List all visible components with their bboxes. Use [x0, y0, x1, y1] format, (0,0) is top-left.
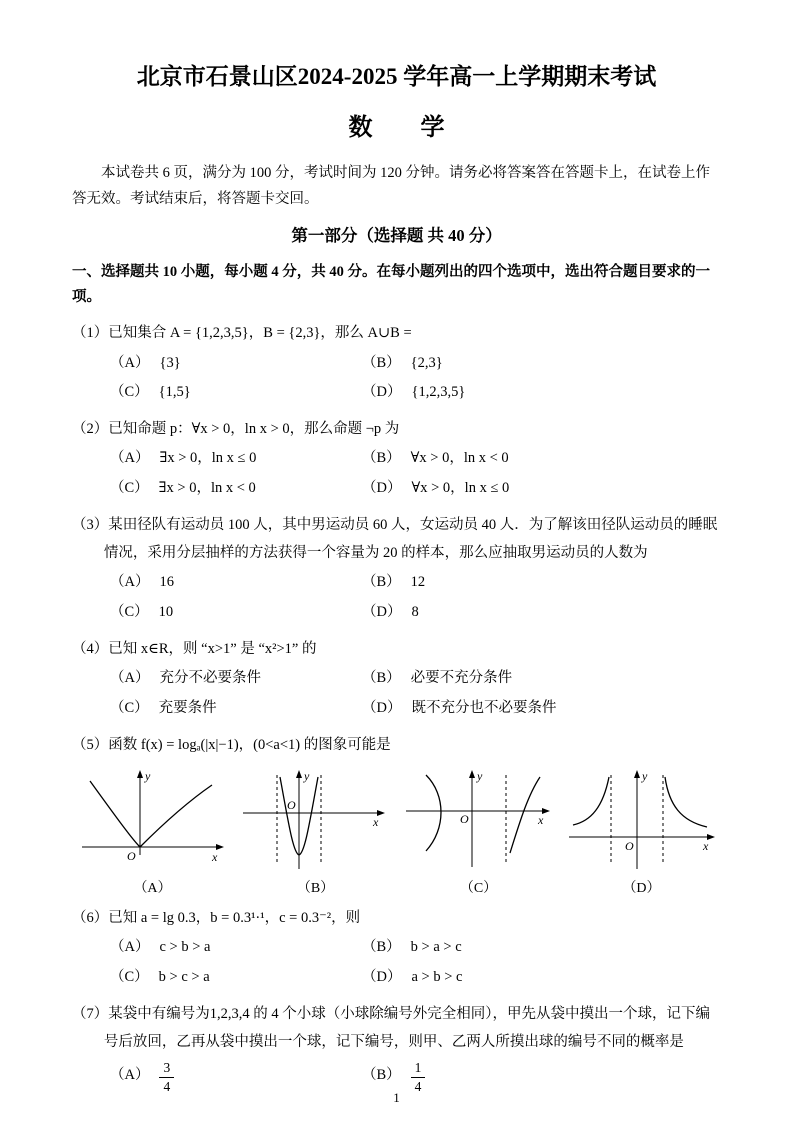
question-1-option-c [110, 378, 362, 408]
origin-label: O [460, 811, 469, 826]
option-text: 必要不充分条件 [410, 670, 513, 687]
graph-panel-a [74, 765, 231, 897]
option-text: {3} [159, 354, 181, 371]
option-label: （B） [362, 1067, 401, 1084]
graph-panel-c [400, 765, 557, 897]
question-7 [72, 1000, 721, 1096]
question-5-graphs [74, 765, 721, 897]
question-4-option-a [110, 664, 362, 694]
graph-a-caption: （A） [133, 880, 172, 896]
graph-b-caption: （B） [296, 880, 335, 896]
question-3-option-b [362, 568, 721, 598]
question-4 [72, 635, 721, 724]
option-label: （C） [110, 699, 149, 716]
option-text: a > b > c [411, 968, 463, 985]
fraction-denominator: 4 [163, 1078, 171, 1094]
option-text: 16 [159, 574, 174, 591]
question-6 [72, 904, 721, 993]
fraction-numerator: 3 [159, 1059, 174, 1078]
y-axis-arrow-icon [296, 770, 302, 778]
question-1-option-d [362, 378, 721, 408]
option-text: ∀x > 0，ln x ≤ 0 [411, 480, 510, 497]
question-3-option-d [362, 598, 721, 628]
y-axis-arrow-icon [634, 770, 640, 778]
option-text: c > b > a [159, 939, 211, 956]
y-axis-label: y [145, 768, 151, 783]
option-label: （A） [110, 574, 150, 591]
graph-d-caption: （D） [622, 880, 661, 896]
y-axis-label: y [477, 768, 483, 783]
question-1-stem: （1）已知集合 A = {1,2,3,5}，B = {2,3}，那么 A∪B = [72, 325, 412, 342]
option-label: （C） [110, 384, 149, 401]
option-text: {1,2,3,5} [411, 384, 466, 401]
option-label: （B） [362, 574, 401, 591]
curve-left-branch [426, 775, 441, 851]
graph-panel-b [237, 765, 394, 897]
function-graph-c [400, 765, 557, 875]
question-4-options [72, 664, 721, 723]
option-label: （B） [362, 939, 401, 956]
x-axis-label: x [538, 812, 544, 827]
question-7-stem: （7）某袋中有编号为1,2,3,4 的 4 个小球（小球除编号外完全相同），甲先从袋中摸出一个球，记下编号后放回，乙再从袋中摸出一个球，记下编号，则甲、乙两人所摸出球的编号不同的概率是 [72, 1005, 710, 1050]
origin-label: O [127, 848, 136, 863]
question-1-option-a [110, 349, 362, 379]
question-2-stem: （2）已知命题 p：∀x > 0，ln x > 0，那么命题 ¬p 为 [72, 421, 400, 438]
curve-left-branch [573, 777, 609, 825]
question-3-option-a [110, 568, 362, 598]
question-4-option-d [362, 694, 721, 724]
question-5 [72, 731, 721, 897]
question-1 [72, 319, 721, 408]
option-text: ∃x > 0，ln x ≤ 0 [159, 450, 257, 467]
curve-left-branch [90, 781, 140, 847]
option-label: （A） [110, 450, 150, 467]
option-label: （C） [110, 480, 149, 497]
option-text: {1,5} [158, 384, 191, 401]
question-6-option-b [362, 933, 721, 963]
question-2-option-c [110, 474, 362, 504]
question-6-option-d [362, 963, 721, 993]
question-3 [72, 511, 721, 628]
section-title: 第一部分（选择题 共 40 分） [291, 226, 502, 246]
question-1-option-b [362, 349, 721, 379]
question-2-options [72, 444, 721, 503]
fraction-denominator: 4 [414, 1078, 422, 1094]
option-label: （A） [110, 939, 150, 956]
option-text: 12 [410, 574, 426, 591]
question-2-option-d [362, 474, 721, 504]
option-label: （D） [362, 699, 402, 716]
function-graph-a [74, 765, 231, 875]
option-label: （C） [110, 968, 149, 985]
page-number: 1 [393, 1090, 400, 1105]
question-6-options [72, 933, 721, 992]
question-4-option-c [110, 694, 362, 724]
option-text: 8 [411, 604, 419, 621]
option-label: （B） [362, 354, 401, 371]
x-axis-label: x [703, 838, 709, 853]
y-axis-label: y [304, 768, 310, 783]
option-label: （B） [362, 450, 401, 467]
question-5-stem: （5）函数 f(x) = logₐ(|x|−1)，(0<a<1) 的图象可能是 [72, 736, 391, 753]
question-4-option-b [362, 664, 721, 694]
option-text: b > c > a [158, 968, 210, 985]
exam-subject: 数 学 [348, 115, 445, 141]
y-axis-arrow-icon [137, 770, 143, 778]
fraction-numerator: 1 [411, 1059, 426, 1078]
option-label: （D） [362, 604, 402, 621]
option-text: b > a > c [410, 939, 462, 956]
graph-panel-d [563, 765, 720, 897]
question-3-options [72, 568, 721, 627]
section-directions: 一、选择题共 10 小题，每小题 4 分，共 40 分。在每小题列出的四个选项中，选出符合题目要求的一项。 [72, 264, 710, 305]
x-axis-label: x [373, 814, 379, 829]
curve-right-branch [140, 785, 212, 847]
y-axis-arrow-icon [469, 770, 475, 778]
graph-c-caption: （C） [459, 880, 498, 896]
question-1-options [72, 349, 721, 408]
option-label: （C） [110, 604, 149, 621]
origin-label: O [287, 797, 296, 812]
question-4-stem: （4）已知 x∈R，则 “x>1” 是 “x²>1” 的 [72, 640, 317, 657]
option-text: {2,3} [410, 354, 443, 371]
option-text: 充分不必要条件 [159, 670, 261, 687]
curve-right-branch [510, 777, 540, 853]
option-label: （B） [362, 670, 401, 687]
option-label: （D） [362, 480, 402, 497]
x-axis-label: x [212, 849, 218, 864]
curve-right-branch [665, 777, 707, 827]
exam-instructions: 本试卷共 6 页，满分为 100 分，考试时间为 120 分钟。请务必将答案答在答题卡上，在试卷上作答无效。考试结束后，将答题卡交回。 [72, 165, 710, 208]
exam-title: 北京市石景山区2024-2025 学年高一上学期期末考试 [136, 64, 657, 89]
option-text: 充要条件 [158, 699, 217, 716]
function-graph-b [237, 765, 394, 875]
option-text: ∃x > 0，ln x < 0 [158, 480, 256, 497]
question-6-stem: （6）已知 a = lg 0.3，b = 0.3¹·¹，c = 0.3⁻²，则 [72, 909, 361, 926]
question-2 [72, 415, 721, 504]
option-text: ∀x > 0，ln x < 0 [410, 450, 509, 467]
question-2-option-b [362, 444, 721, 474]
option-text: 既不充分也不必要条件 [411, 699, 557, 716]
option-label: （D） [362, 968, 402, 985]
question-3-option-c [110, 598, 362, 628]
option-text: 10 [158, 604, 174, 621]
option-label: （D） [362, 384, 402, 401]
question-3-stem: （3）某田径队有运动员 100 人，其中男运动员 60 人，女运动员 40 人．为了解该田径队运动员的睡眠情况，采用分层抽样的方法获得一个容量为 20 的样本，那么应抽取男运动员的人数为 [72, 516, 718, 562]
function-graph-d [563, 765, 720, 875]
option-label: （A） [110, 1067, 150, 1084]
question-6-option-c [110, 963, 362, 993]
option-label: （A） [110, 354, 150, 371]
option-label: （A） [110, 670, 150, 687]
y-axis-label: y [642, 768, 648, 783]
origin-label: O [625, 838, 634, 853]
question-2-option-a [110, 444, 362, 474]
question-6-option-a [110, 933, 362, 963]
